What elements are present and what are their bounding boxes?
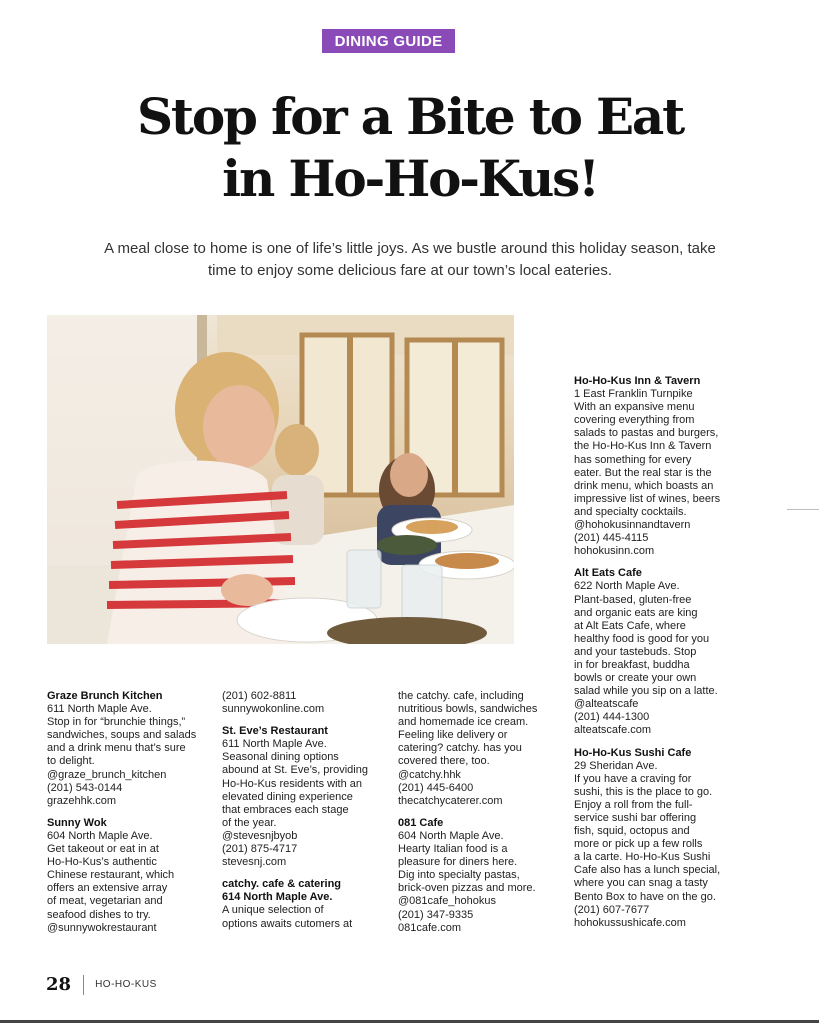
listing-text-line: abound at St. Eve’s, providing [222, 764, 368, 777]
listing-text-line: eater. But the real star is the [574, 466, 712, 479]
listing-text-line: 604 North Maple Ave. [398, 829, 504, 842]
restaurant-name: Ho-Ho-Kus Inn & Tavern [574, 375, 701, 387]
listing-text-line: catering? catchy. has you [398, 742, 522, 755]
footer-divider [83, 975, 84, 995]
listing-text-line: and your tastebuds. Stop [574, 645, 697, 658]
listing-text-line: Dig into specialty pastas, [398, 869, 520, 882]
listing-text-line: and specialty cocktails. [574, 505, 687, 518]
listing-text-line: healthy food is good for you [574, 632, 710, 645]
listing-text-line: impressive list of wines, beers [574, 492, 721, 505]
listing-text-line: stevesnj.com [222, 856, 287, 869]
listing-text-line: nutritious bowls, sandwiches [398, 703, 538, 716]
listing-text-line: sushi, this is the place to go. [574, 785, 713, 798]
listing-text-line: of the year. [222, 816, 277, 829]
listing-text-line: sandwiches, soups and salads [47, 729, 197, 742]
listing-text-line: sunnywokonline.com [222, 703, 325, 716]
listing-text-line: hohokusinn.com [574, 545, 655, 558]
listing-text-line: A unique selection of [222, 904, 324, 917]
listing-text-line: (201) 347-9335 [398, 908, 474, 921]
listing-text-line: alteatscafe.com [574, 724, 652, 737]
title-line-1: Stop for a Bite to Eat [137, 87, 683, 146]
listing-text-line: Hearty Italian food is a [398, 843, 508, 856]
listing-spacer [398, 808, 558, 817]
listing-text-line: options awaits cutomers at [222, 917, 353, 930]
listing-text-line: (201) 444-1300 [574, 711, 650, 724]
listings-column-3 [398, 690, 558, 935]
title-line-2: in Ho-Ho-Kus! [222, 149, 598, 208]
listing-text-line: offers an extensive array [47, 882, 168, 895]
listing-text-line: salad while you sip on a latte. [574, 685, 718, 698]
listing-text-line: Ho-Ho-Kus’s authentic [47, 856, 157, 869]
listing-text-line: covered there, too. [398, 755, 490, 768]
listing-text-line: bowls or create your own [574, 672, 697, 685]
magazine-name: HO-HO-KUS [95, 979, 157, 990]
restaurant-name: 614 North Maple Ave. [222, 891, 333, 904]
listing-spacer [47, 808, 207, 817]
listing-text-line: With an expansive menu [574, 401, 695, 414]
listing-text-line: salads to pastas and burgers, [574, 427, 719, 440]
listing-spacer [574, 558, 734, 567]
restaurant-name: 081 Cafe [398, 816, 444, 829]
page-title [60, 86, 760, 210]
listing-text-line: (201) 445-4115 [574, 532, 649, 545]
restaurant-name: Sunny Wok [47, 816, 107, 829]
listing-text-line: of meat, vegetarian and [47, 895, 163, 908]
listing-text-line: drink menu, which boasts an [574, 479, 714, 492]
listings-column-4 [574, 375, 734, 930]
restaurant-name: Ho-Ho-Kus Sushi Cafe [574, 746, 692, 759]
listing-text-line: Bento Box to have on the go. [574, 890, 716, 903]
listing-text-line: 081cafe.com [398, 921, 461, 934]
listing-text-line: 29 Sheridan Ave. [574, 759, 658, 772]
listing-text-line: where you can snag a tasty [574, 877, 708, 890]
listing-text-line: seafood dishes to try. [47, 908, 151, 921]
listing-text-line: elevated dining experience [222, 790, 353, 803]
page-footer [46, 974, 157, 995]
intro-paragraph [50, 238, 770, 282]
listing-spacer [222, 869, 382, 878]
listings-column-1 [47, 690, 207, 935]
listing-text-line: the catchy. cafe, including [398, 690, 524, 702]
listing-text-line: that embraces each stage [222, 803, 349, 816]
listing-text-line: 1 East Franklin Turnpike [574, 388, 693, 401]
listing-text-line: (201) 602-8811 [222, 690, 297, 702]
intro-line-2: time to enjoy some delicious fare at our town’s local eateries. [207, 262, 613, 279]
restaurant-name: St. Eve’s Restaurant [222, 725, 328, 738]
listing-text-line: Stop in for “brunchie things,” [47, 716, 186, 729]
restaurant-name: catchy. cafe & catering [222, 878, 342, 891]
listings-column-2 [222, 690, 382, 931]
listing-text-line: at Alt Eats Cafe, where [574, 619, 686, 632]
listing-text-line: thecatchycaterer.com [398, 794, 503, 807]
dining-photo [47, 315, 514, 644]
listing-text-line: @graze_brunch_kitchen [47, 768, 167, 781]
listing-text-line: and homemade ice cream. [398, 716, 529, 729]
listing-text-line: service sushi bar offering [574, 812, 697, 824]
listing-text-line: @081cafe_hohokus [398, 895, 497, 908]
restaurant-name: Graze Brunch Kitchen [47, 690, 163, 702]
listing-text-line: fish, squid, octopus and [574, 825, 690, 838]
listing-text-line: @sunnywokrestaurant [47, 921, 157, 934]
listing-text-line: @alteatscafe [574, 698, 639, 711]
listing-spacer [574, 738, 734, 747]
listing-text-line: has something for every [574, 453, 692, 466]
listing-text-line: a la carte. Ho-Ho-Kus Sushi [574, 851, 711, 864]
listing-text-line: @catchy.hhk [398, 768, 461, 781]
listing-text-line: Cafe also has a lunch special, [574, 864, 721, 877]
listing-text-line: (201) 607-7677 [574, 903, 650, 916]
listing-text-line: (201) 543-0144 [47, 781, 123, 794]
listing-text-line: @hohokusinnandtavern [574, 519, 691, 532]
listing-text-line: and organic eats are king [574, 606, 698, 619]
listing-text-line: grazehhk.com [47, 794, 117, 807]
listing-text-line: the Ho-Ho-Kus Inn & Tavern [574, 440, 712, 453]
listing-text-line: @stevesnjbyob [222, 829, 298, 842]
listing-text-line: hohokussushicafe.com [574, 916, 686, 929]
listing-text-line: Chinese restaurant, which [47, 869, 175, 882]
section-badge: DINING GUIDE [322, 29, 455, 53]
listing-text-line: Feeling like delivery or [398, 729, 508, 742]
listing-text-line: Plant-based, gluten-free [574, 593, 692, 606]
listing-text-line: 604 North Maple Ave. [47, 829, 153, 842]
listing-text-line: in for breakfast, buddha [574, 658, 690, 671]
listing-text-line: covering everything from [574, 414, 695, 427]
page-number: 28 [46, 974, 72, 995]
listing-text-line: If you have a craving for [574, 772, 692, 785]
intro-line-1: A meal close to home is one of life’s little joys. As we bustle around this holiday season, take [104, 240, 716, 257]
listing-text-line: Ho-Ho-Kus residents with an [222, 777, 363, 790]
listing-text-line: (201) 875-4717 [222, 843, 298, 856]
listing-text-line: brick-oven pizzas and more. [398, 882, 536, 895]
listing-text-line: Enjoy a roll from the full- [574, 798, 693, 811]
listing-text-line: more or pick up a few rolls [574, 838, 703, 851]
listing-text-line: (201) 445-6400 [398, 781, 474, 794]
listing-text-line: 611 North Maple Ave. [222, 738, 327, 751]
listing-text-line: 611 North Maple Ave. [47, 703, 152, 716]
listing-text-line: 622 North Maple Ave. [574, 580, 680, 593]
listing-spacer [222, 716, 382, 725]
restaurant-name: Alt Eats Cafe [574, 567, 642, 580]
listing-text-line: to delight. [47, 755, 95, 768]
listing-text-line: pleasure for diners here. [398, 856, 518, 869]
restaurant-scene-illustration [47, 315, 514, 644]
listing-text-line: Get takeout or eat in at [47, 843, 159, 856]
page-edge-rule [787, 509, 819, 510]
listing-text-line: Seasonal dining options [222, 751, 339, 764]
listing-text-line: and a drink menu that’s sure [47, 742, 186, 755]
